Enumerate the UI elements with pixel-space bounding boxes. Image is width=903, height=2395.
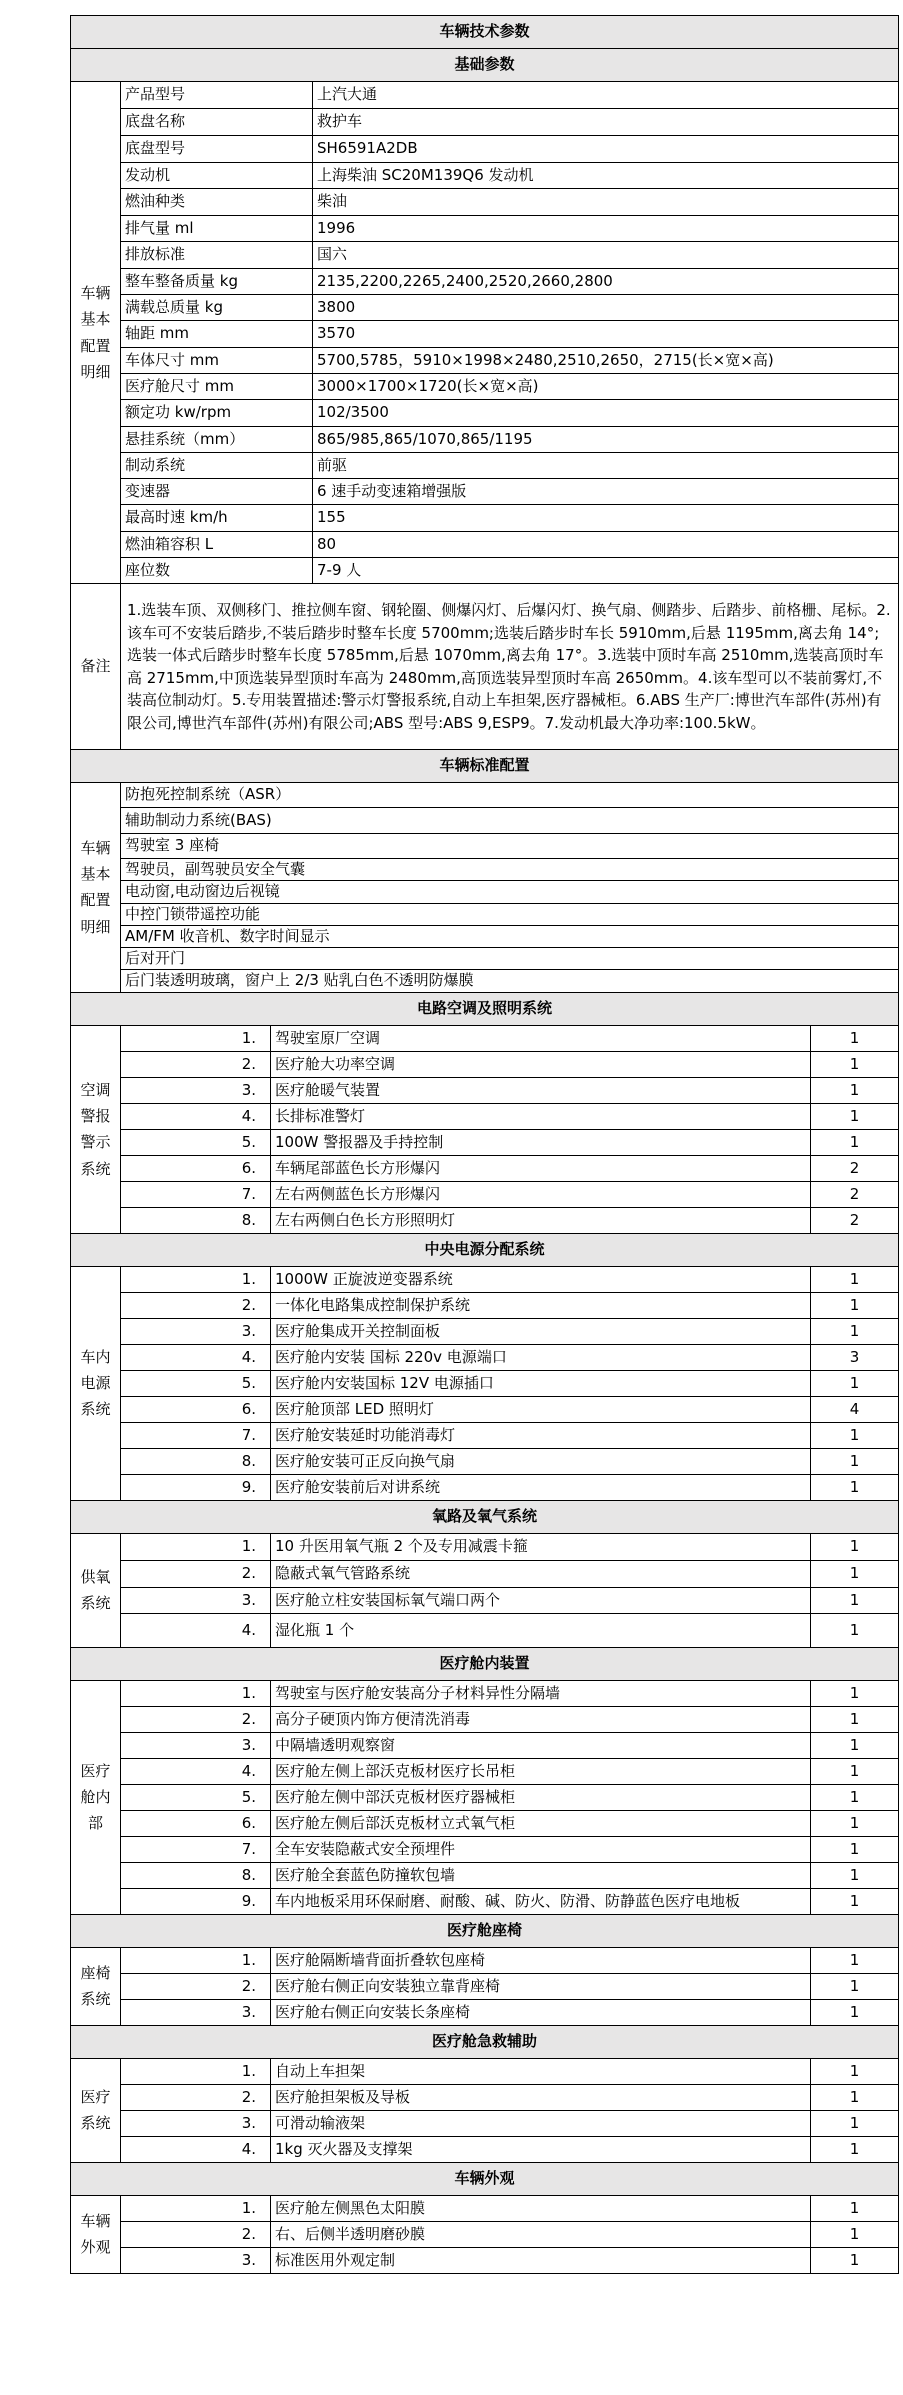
section-header-rescue-row xyxy=(71,2025,899,2058)
group-label-seats: 座椅 系统 xyxy=(71,1947,121,2025)
item-description: 车内地板采用环保耐磨、耐酸、碱、防火、防滑、防静蓝色医疗电地板 xyxy=(271,1888,811,1914)
item-description: 医疗舱右侧正向安装独立靠背座椅 xyxy=(271,1973,811,1999)
item-index: 1. xyxy=(121,1947,271,1973)
item-index: 4. xyxy=(121,1758,271,1784)
item-index: 7. xyxy=(121,1181,271,1207)
item-description: 医疗舱内安装国标 12V 电源插口 xyxy=(271,1370,811,1396)
item-description: 高分子硬顶内饰方便清洗消毒 xyxy=(271,1706,811,1732)
param-label: 座位数 xyxy=(121,558,313,584)
standard-row xyxy=(71,783,899,808)
item-description: 1000W 正旋波逆变器系统 xyxy=(271,1266,811,1292)
param-value: 865/985,865/1070,865/1195 xyxy=(313,427,899,453)
cabin-row xyxy=(71,1888,899,1914)
electric-row xyxy=(71,1025,899,1051)
param-label: 产品型号 xyxy=(121,82,313,109)
param-label: 最高时速 km/h xyxy=(121,505,313,532)
item-description: 一体化电路集成控制保护系统 xyxy=(271,1292,811,1318)
item-quantity: 1 xyxy=(811,1888,899,1914)
power-row xyxy=(71,1448,899,1474)
exterior-row xyxy=(71,2221,899,2247)
standard-item: 驾驶员，副驾驶员安全气囊 xyxy=(121,859,899,881)
item-description: 医疗舱暖气装置 xyxy=(271,1077,811,1103)
param-label: 排气量 ml xyxy=(121,216,313,242)
item-description: 标准医用外观定制 xyxy=(271,2247,811,2273)
item-description: 自动上车担架 xyxy=(271,2058,811,2084)
item-quantity: 1 xyxy=(811,2058,899,2084)
param-label: 底盘名称 xyxy=(121,109,313,136)
param-value: 2135,2200,2265,2400,2520,2660,2800 xyxy=(313,269,899,295)
seats-row xyxy=(71,1999,899,2025)
param-row xyxy=(71,558,899,584)
item-index: 3. xyxy=(121,2247,271,2273)
item-description: 医疗舱全套蓝色防撞软包墙 xyxy=(271,1862,811,1888)
standard-item: 后对开门 xyxy=(121,948,899,970)
item-quantity: 1 xyxy=(811,1103,899,1129)
oxygen-row xyxy=(71,1560,899,1587)
item-description: 医疗舱内安装 国标 220v 电源端口 xyxy=(271,1344,811,1370)
electric-row xyxy=(71,1129,899,1155)
param-row xyxy=(71,532,899,558)
item-index: 9. xyxy=(121,1474,271,1500)
spec-table-body xyxy=(71,16,899,2274)
group-label-oxygen: 供氧 系统 xyxy=(71,1533,121,1647)
param-label: 燃油种类 xyxy=(121,189,313,216)
cabin-row xyxy=(71,1836,899,1862)
item-index: 2. xyxy=(121,1560,271,1587)
param-value: 102/3500 xyxy=(313,400,899,427)
item-index: 2. xyxy=(121,1973,271,1999)
item-description: 医疗舱隔断墙背面折叠软包座椅 xyxy=(271,1947,811,1973)
item-index: 1. xyxy=(121,1533,271,1560)
param-label: 轴距 mm xyxy=(121,321,313,348)
param-row xyxy=(71,400,899,427)
remarks-text: 1.选装车顶、双侧移门、推拉侧车窗、钢轮圈、侧爆闪灯、后爆闪灯、换气扇、侧踏步、后踏步、前格栅、尾标。2.该车可不安装后踏步,不装后踏步时整车长度 5700mm;选装后踏步时车长 5910mm,后悬 1195mm,离去角 14°;选装一体式后踏步时整车长度 5785mm,后悬 1070mm,离去角 17°。3.选装中顶时车高 2510mm,选装高顶时车高 2715mm,中顶选装异型顶时车高为 2480mm,高顶选装异型顶时车高 2650mm。4.该车型可以不装前雾灯,不装高位制动灯。5.专用装置描述:警示灯警报系统,自动上车担架,医疗器械柜。6.ABS 生产厂:博世汽车部件(苏州)有限公司,博世汽车部件(苏州)有限公司;ABS 型号:ABS 9,ESP9。7.发动机最大净功率:100.5kW。 xyxy=(121,584,899,750)
item-description: 医疗舱左侧黑色太阳膜 xyxy=(271,2195,811,2221)
item-description: 左右两侧白色长方形照明灯 xyxy=(271,1207,811,1233)
power-row xyxy=(71,1422,899,1448)
group-label-exterior: 车辆 外观 xyxy=(71,2195,121,2273)
item-quantity: 1 xyxy=(811,1560,899,1587)
item-index: 2. xyxy=(121,2084,271,2110)
section-header-oxygen: 氧路及氧气系统 xyxy=(71,1500,899,1533)
section-header-standard-row xyxy=(71,750,899,783)
item-index: 3. xyxy=(121,1077,271,1103)
item-index: 8. xyxy=(121,1207,271,1233)
section-header-exterior: 车辆外观 xyxy=(71,2162,899,2195)
param-label: 车体尺寸 mm xyxy=(121,348,313,374)
param-label: 燃油箱容积 L xyxy=(121,532,313,558)
power-row xyxy=(71,1318,899,1344)
exterior-row xyxy=(71,2195,899,2221)
item-quantity: 1 xyxy=(811,1680,899,1706)
param-label: 满载总质量 kg xyxy=(121,295,313,321)
item-quantity: 1 xyxy=(811,1292,899,1318)
item-quantity: 1 xyxy=(811,1051,899,1077)
section-header-power: 中央电源分配系统 xyxy=(71,1233,899,1266)
power-row xyxy=(71,1370,899,1396)
param-label: 悬挂系统（mm） xyxy=(121,427,313,453)
item-index: 7. xyxy=(121,1836,271,1862)
cabin-row xyxy=(71,1706,899,1732)
item-description: 医疗舱担架板及导板 xyxy=(271,2084,811,2110)
item-index: 3. xyxy=(121,1999,271,2025)
electric-row xyxy=(71,1181,899,1207)
standard-row xyxy=(71,808,899,834)
item-index: 6. xyxy=(121,1810,271,1836)
param-row xyxy=(71,109,899,136)
section-header-cabin-row xyxy=(71,1647,899,1680)
param-label: 排放标准 xyxy=(121,242,313,269)
spec-table xyxy=(70,15,899,2274)
power-row xyxy=(71,1344,899,1370)
standard-row xyxy=(71,925,899,947)
item-description: 隐蔽式氧气管路系统 xyxy=(271,1560,811,1587)
item-quantity: 1 xyxy=(811,1706,899,1732)
item-index: 2. xyxy=(121,2221,271,2247)
item-description: 中隔墙透明观察窗 xyxy=(271,1732,811,1758)
item-quantity: 1 xyxy=(811,1836,899,1862)
item-description: 车辆尾部蓝色长方形爆闪 xyxy=(271,1155,811,1181)
item-description: 可滑动输液架 xyxy=(271,2110,811,2136)
exterior-row xyxy=(71,2247,899,2273)
item-index: 1. xyxy=(121,2195,271,2221)
item-quantity: 1 xyxy=(811,1784,899,1810)
item-index: 3. xyxy=(121,1318,271,1344)
item-index: 5. xyxy=(121,1784,271,1810)
param-row xyxy=(71,269,899,295)
document-title: 车辆技术参数 xyxy=(71,16,899,49)
seats-row xyxy=(71,1973,899,1999)
group-label-power: 车内 电源 系统 xyxy=(71,1266,121,1500)
item-quantity: 1 xyxy=(811,1947,899,1973)
item-quantity: 1 xyxy=(811,1810,899,1836)
item-quantity: 1 xyxy=(811,1129,899,1155)
item-description: 医疗舱安装前后对讲系统 xyxy=(271,1474,811,1500)
item-index: 1. xyxy=(121,1025,271,1051)
item-index: 4. xyxy=(121,2136,271,2162)
item-quantity: 1 xyxy=(811,1025,899,1051)
oxygen-row xyxy=(71,1587,899,1613)
item-description: 医疗舱左侧上部沃克板材医疗长吊柜 xyxy=(271,1758,811,1784)
item-quantity: 1 xyxy=(811,1077,899,1103)
param-row xyxy=(71,453,899,479)
param-row xyxy=(71,216,899,242)
item-quantity: 1 xyxy=(811,1732,899,1758)
param-label: 额定功 kw/rpm xyxy=(121,400,313,427)
oxygen-row xyxy=(71,1533,899,1560)
section-header-electric: 电路空调及照明系统 xyxy=(71,992,899,1025)
item-description: 医疗舱左侧中部沃克板材医疗器械柜 xyxy=(271,1784,811,1810)
group-label-basic: 车辆 基本 配置 明细 xyxy=(71,82,121,584)
param-label: 变速器 xyxy=(121,479,313,505)
power-row xyxy=(71,1474,899,1500)
rescue-row xyxy=(71,2084,899,2110)
item-description: 医疗舱集成开关控制面板 xyxy=(271,1318,811,1344)
group-label-rescue: 医疗 系统 xyxy=(71,2058,121,2162)
rescue-row xyxy=(71,2110,899,2136)
param-row xyxy=(71,505,899,532)
section-header-exterior-row xyxy=(71,2162,899,2195)
item-index: 3. xyxy=(121,1732,271,1758)
item-quantity: 1 xyxy=(811,2247,899,2273)
param-row xyxy=(71,427,899,453)
oxygen-row xyxy=(71,1613,899,1647)
item-quantity: 1 xyxy=(811,1999,899,2025)
cabin-row xyxy=(71,1784,899,1810)
item-description: 医疗舱左侧后部沃克板材立式氧气柜 xyxy=(271,1810,811,1836)
param-row xyxy=(71,136,899,163)
rescue-row xyxy=(71,2136,899,2162)
item-quantity: 1 xyxy=(811,1758,899,1784)
standard-item: AM/FM 收音机、数字时间显示 xyxy=(121,925,899,947)
param-value: 7-9 人 xyxy=(313,558,899,584)
item-description: 医疗舱安装可正反向换气扇 xyxy=(271,1448,811,1474)
item-index: 4. xyxy=(121,1344,271,1370)
item-index: 3. xyxy=(121,1587,271,1613)
cabin-row xyxy=(71,1732,899,1758)
item-quantity: 4 xyxy=(811,1396,899,1422)
param-value: 80 xyxy=(313,532,899,558)
item-quantity: 1 xyxy=(811,1474,899,1500)
remarks-row xyxy=(71,584,899,750)
item-description: 驾驶室与医疗舱安装高分子材料异性分隔墙 xyxy=(271,1680,811,1706)
param-row xyxy=(71,295,899,321)
param-row xyxy=(71,82,899,109)
item-quantity: 1 xyxy=(811,2110,899,2136)
item-description: 医疗舱右侧正向安装长条座椅 xyxy=(271,1999,811,2025)
item-index: 1. xyxy=(121,2058,271,2084)
section-header-electric-row xyxy=(71,992,899,1025)
remarks-label: 备注 xyxy=(71,584,121,750)
item-index: 1. xyxy=(121,1266,271,1292)
standard-row xyxy=(71,903,899,925)
item-quantity: 2 xyxy=(811,1181,899,1207)
item-description: 10 升医用氧气瓶 2 个及专用减震卡箍 xyxy=(271,1533,811,1560)
section-header-basic: 基础参数 xyxy=(71,49,899,82)
param-value: 国六 xyxy=(313,242,899,269)
param-value: 6 速手动变速箱增强版 xyxy=(313,479,899,505)
param-value: 5700,5785，5910×1998×2480,2510,2650，2715(长×宽×高) xyxy=(313,348,899,374)
standard-item: 防抱死控制系统（ASR） xyxy=(121,783,899,808)
item-quantity: 1 xyxy=(811,1862,899,1888)
item-quantity: 1 xyxy=(811,2084,899,2110)
param-label: 整车整备质量 kg xyxy=(121,269,313,295)
item-quantity: 1 xyxy=(811,2136,899,2162)
item-index: 6. xyxy=(121,1396,271,1422)
item-description: 湿化瓶 1 个 xyxy=(271,1613,811,1647)
spec-document xyxy=(70,15,898,2274)
electric-row xyxy=(71,1155,899,1181)
param-value: 1996 xyxy=(313,216,899,242)
item-quantity: 1 xyxy=(811,1318,899,1344)
item-description: 100W 警报器及手持控制 xyxy=(271,1129,811,1155)
param-value: SH6591A2DB xyxy=(313,136,899,163)
param-row xyxy=(71,242,899,269)
param-row xyxy=(71,479,899,505)
section-header-basic-row xyxy=(71,49,899,82)
standard-item: 后门装透明玻璃，窗户上 2/3 贴乳白色不透明防爆膜 xyxy=(121,970,899,992)
standard-row xyxy=(71,859,899,881)
item-index: 4. xyxy=(121,1103,271,1129)
standard-item: 中控门锁带遥控功能 xyxy=(121,903,899,925)
item-description: 全车安装隐蔽式安全预埋件 xyxy=(271,1836,811,1862)
param-value: 155 xyxy=(313,505,899,532)
param-label: 底盘型号 xyxy=(121,136,313,163)
standard-item: 电动窗,电动窗边后视镜 xyxy=(121,881,899,903)
item-index: 6. xyxy=(121,1155,271,1181)
item-quantity: 1 xyxy=(811,2195,899,2221)
rescue-row xyxy=(71,2058,899,2084)
document-title-row xyxy=(71,16,899,49)
cabin-row xyxy=(71,1810,899,1836)
cabin-row xyxy=(71,1680,899,1706)
cabin-row xyxy=(71,1862,899,1888)
section-header-seats-row xyxy=(71,1914,899,1947)
item-quantity: 1 xyxy=(811,1266,899,1292)
param-label: 医疗舱尺寸 mm xyxy=(121,374,313,400)
item-quantity: 1 xyxy=(811,1587,899,1613)
standard-row xyxy=(71,970,899,992)
item-quantity: 1 xyxy=(811,1613,899,1647)
standard-item: 驾驶室 3 座椅 xyxy=(121,834,899,859)
item-index: 5. xyxy=(121,1129,271,1155)
power-row xyxy=(71,1266,899,1292)
group-label-standard: 车辆 基本 配置 明细 xyxy=(71,783,121,993)
param-label: 制动系统 xyxy=(121,453,313,479)
param-row xyxy=(71,348,899,374)
power-row xyxy=(71,1396,899,1422)
seats-row xyxy=(71,1947,899,1973)
standard-row xyxy=(71,834,899,859)
item-index: 2. xyxy=(121,1051,271,1077)
item-index: 8. xyxy=(121,1862,271,1888)
param-value: 上汽大通 xyxy=(313,82,899,109)
item-description: 医疗舱立柱安装国标氧气端口两个 xyxy=(271,1587,811,1613)
power-row xyxy=(71,1292,899,1318)
item-description: 医疗舱大功率空调 xyxy=(271,1051,811,1077)
item-index: 9. xyxy=(121,1888,271,1914)
electric-row xyxy=(71,1077,899,1103)
item-index: 8. xyxy=(121,1448,271,1474)
item-description: 长排标准警灯 xyxy=(271,1103,811,1129)
item-description: 医疗舱顶部 LED 照明灯 xyxy=(271,1396,811,1422)
group-label-cabin: 医疗 舱内 部 xyxy=(71,1680,121,1914)
section-header-cabin: 医疗舱内装置 xyxy=(71,1647,899,1680)
item-description: 医疗舱安装延时功能消毒灯 xyxy=(271,1422,811,1448)
standard-row xyxy=(71,948,899,970)
section-header-seats: 医疗舱座椅 xyxy=(71,1914,899,1947)
item-quantity: 1 xyxy=(811,1370,899,1396)
cabin-row xyxy=(71,1758,899,1784)
item-quantity: 3 xyxy=(811,1344,899,1370)
section-header-rescue: 医疗舱急救辅助 xyxy=(71,2025,899,2058)
param-row xyxy=(71,163,899,189)
item-index: 4. xyxy=(121,1613,271,1647)
param-row xyxy=(71,321,899,348)
section-header-oxygen-row xyxy=(71,1500,899,1533)
section-header-standard: 车辆标准配置 xyxy=(71,750,899,783)
item-index: 1. xyxy=(121,1680,271,1706)
item-quantity: 1 xyxy=(811,1533,899,1560)
section-header-power-row xyxy=(71,1233,899,1266)
param-row xyxy=(71,374,899,400)
item-quantity: 1 xyxy=(811,1422,899,1448)
item-description: 左右两侧蓝色长方形爆闪 xyxy=(271,1181,811,1207)
param-value: 前驱 xyxy=(313,453,899,479)
item-description: 驾驶室原厂空调 xyxy=(271,1025,811,1051)
group-label-electric: 空调 警报 警示 系统 xyxy=(71,1025,121,1233)
param-value: 3000×1700×1720(长×宽×高) xyxy=(313,374,899,400)
standard-row xyxy=(71,881,899,903)
item-index: 5. xyxy=(121,1370,271,1396)
item-index: 2. xyxy=(121,1706,271,1732)
item-quantity: 1 xyxy=(811,2221,899,2247)
item-quantity: 1 xyxy=(811,1448,899,1474)
item-index: 3. xyxy=(121,2110,271,2136)
param-value: 上海柴油 SC20M139Q6 发动机 xyxy=(313,163,899,189)
item-index: 7. xyxy=(121,1422,271,1448)
standard-item: 辅助制动力系统(BAS) xyxy=(121,808,899,834)
param-value: 3800 xyxy=(313,295,899,321)
electric-row xyxy=(71,1051,899,1077)
param-label: 发动机 xyxy=(121,163,313,189)
electric-row xyxy=(71,1207,899,1233)
param-value: 3570 xyxy=(313,321,899,348)
item-index: 2. xyxy=(121,1292,271,1318)
electric-row xyxy=(71,1103,899,1129)
item-quantity: 1 xyxy=(811,1973,899,1999)
item-description: 1kg 灭火器及支撑架 xyxy=(271,2136,811,2162)
param-row xyxy=(71,189,899,216)
item-description: 右、后侧半透明磨砂膜 xyxy=(271,2221,811,2247)
param-value: 救护车 xyxy=(313,109,899,136)
item-quantity: 2 xyxy=(811,1207,899,1233)
item-quantity: 2 xyxy=(811,1155,899,1181)
param-value: 柴油 xyxy=(313,189,899,216)
